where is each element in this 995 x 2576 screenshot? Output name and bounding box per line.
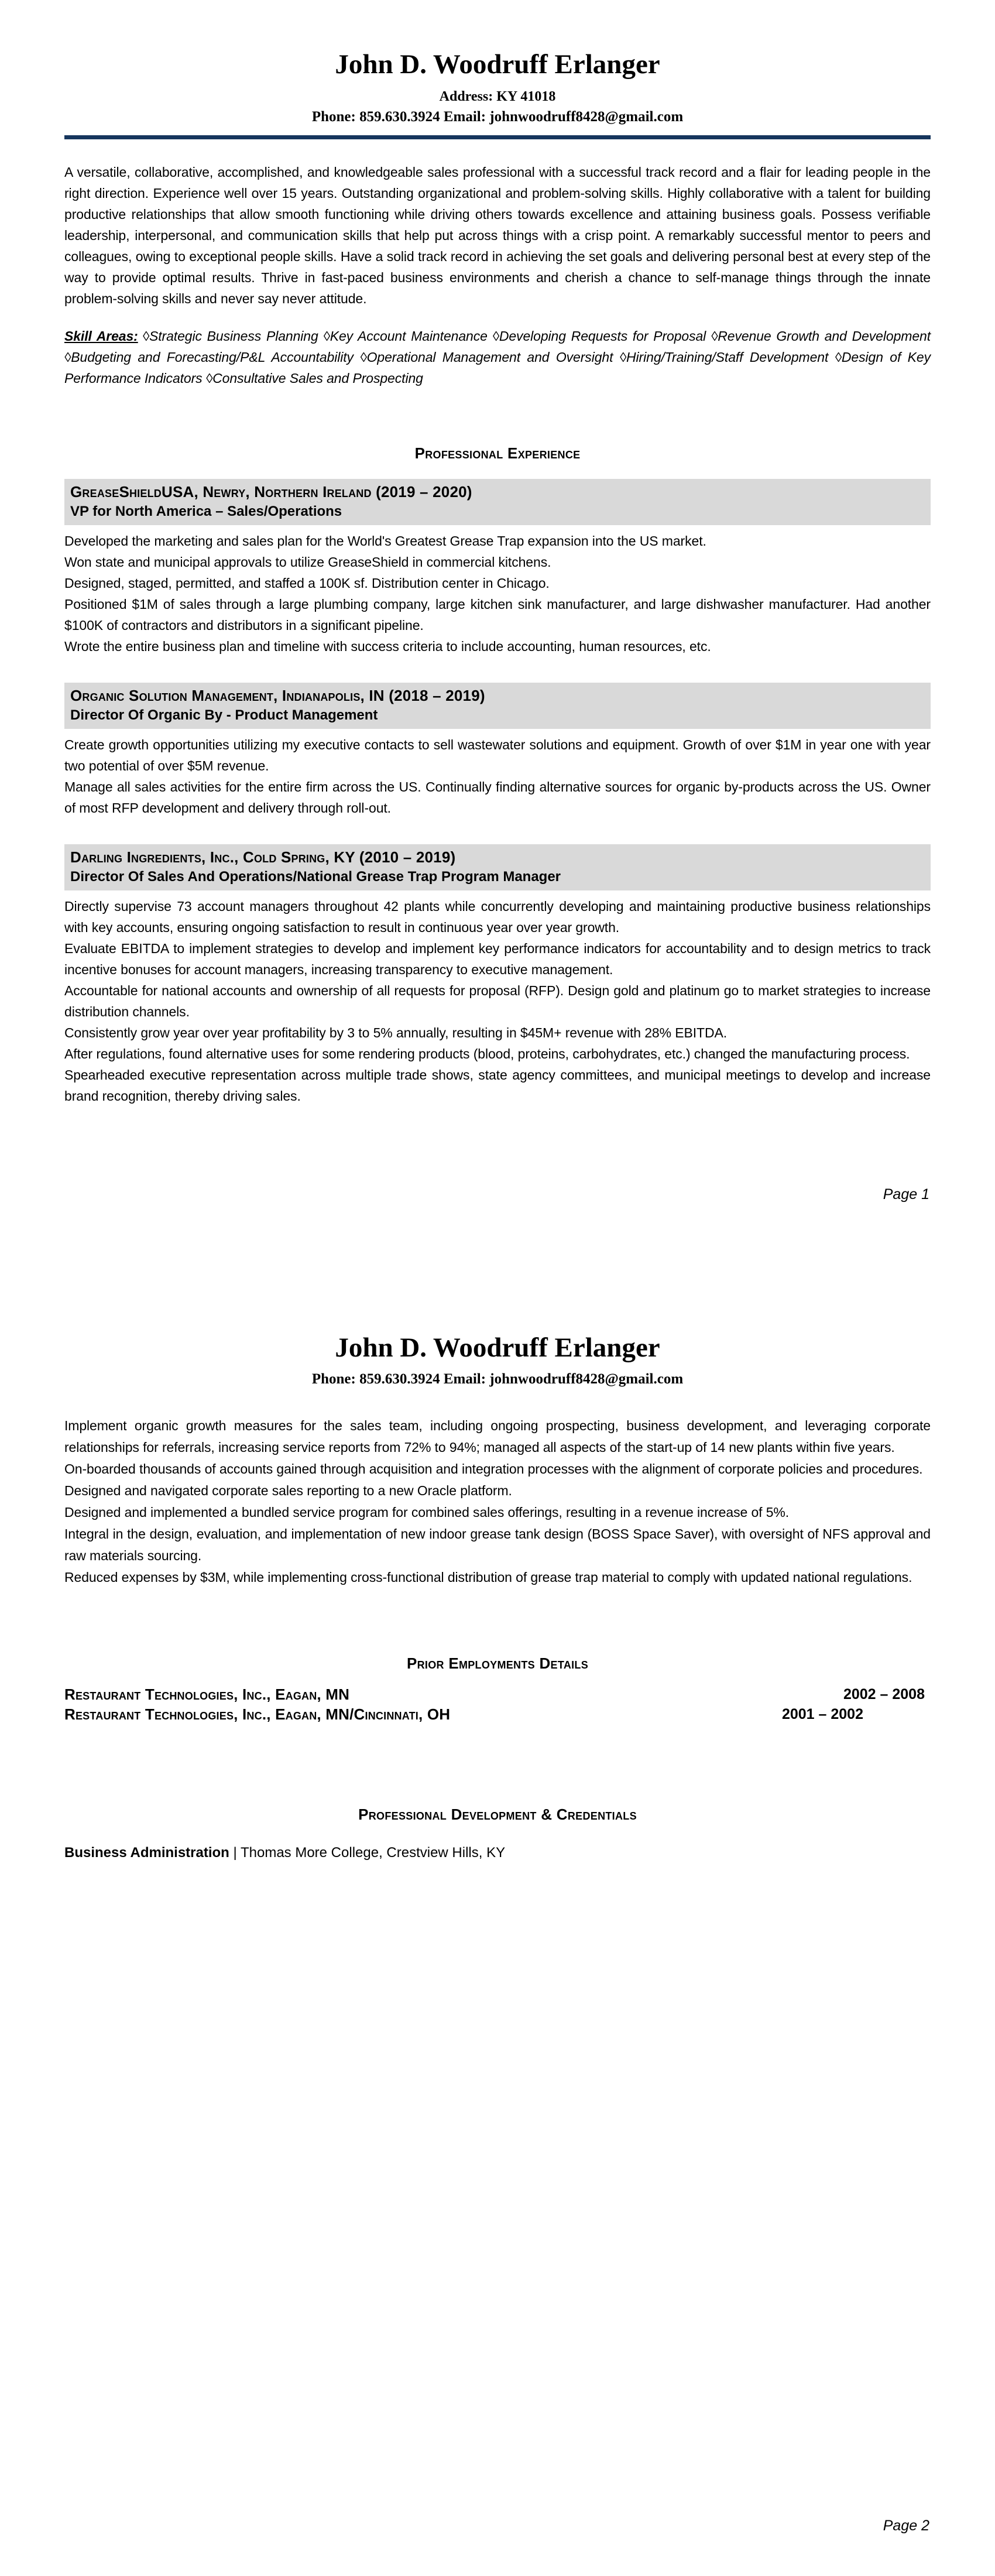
phone-email-line: Phone: 859.630.3924 Email: johnwoodruff8428@gmail.com [311,109,684,125]
job-bullet: Designed and navigated corporate sales reporting to a new Oracle platform. [64,1483,512,1498]
education-school: | Thomas More College, Crestview Hills, KY [233,1845,506,1861]
job-company-line: Darling Ingredients, Inc., Cold Spring, KY (2010 – 2019) [70,848,456,866]
prior-company: Restaurant Technologies, Inc., Eagan, MN [64,1686,350,1703]
candidate-name: John D. Woodruff Erlanger [335,1332,660,1363]
job-bullet: Spearheaded executive representation across multiple trade shows, state agency committees, and municipal meetings to develop and increase brand recognition, thereby driving sales. [64,1067,931,1104]
job-entry-greaseshield [64,479,931,657]
job-bullet: Directly supervise 73 account managers throughout 42 plants while concurrently developing and maintaining productive business relationships with key accounts, ensuring ongoing satisfaction to result in continuous year over year growth. [64,899,931,935]
job-title-line: Director Of Sales And Operations/National Grease Trap Program Manager [70,869,561,885]
prior-company: Restaurant Technologies, Inc., Eagan, MN/Cincinnati, OH [64,1705,451,1723]
candidate-name: John D. Woodruff Erlanger [335,49,660,80]
page-2-content [64,1288,931,1862]
job-company-line: Organic Solution Management, Indianapolis, IN (2018 – 2019) [70,687,485,704]
skill-areas-label: Skill Areas: [64,328,138,344]
page-number-footer: Page 2 [883,2517,929,2534]
section-heading-prior-employments: Prior Employments Details [406,1654,589,1672]
education-degree: Business Administration [64,1845,229,1861]
job-bullet: Reduced expenses by $3M, while implementing cross-functional distribution of grease trap material to comply with updated national regulations. [64,1570,912,1585]
job-bullet: Developed the marketing and sales plan for the World's Greatest Grease Trap expansion into the US market. [64,533,706,549]
job-bullet: Evaluate EBITDA to implement strategies to develop and implement key performance indicators for accountability and to design metrics to track incentive bonuses for account managers, increasing transparency to executive management. [64,941,931,977]
job-bullet: Accountable for national accounts and ownership of all requests for proposal (RFP). Design gold and platinum go to market strategies to increase distribution channels. [64,983,931,1019]
job-entry-organic-solution [64,683,931,818]
job-bullet: Consistently grow year over year profitability by 3 to 5% annually, resulting in $45M+ revenue with 28% EBITDA. [64,1025,728,1040]
header-divider-rule [64,135,931,139]
job-title-line: Director Of Organic By - Product Management [70,707,378,723]
job-header [64,479,931,525]
prior-employment-row [64,1704,931,1724]
job-bullet: Designed and implemented a bundled service program for combined sales offerings, resulting in a revenue increase of 5%. [64,1505,790,1520]
job-entry-darling-ingredients [64,844,931,1107]
job-bullet: Wrote the entire business plan and timeline with success criteria to include accounting, human resources, etc. [64,639,711,654]
job-bullet: Designed, staged, permitted, and staffed a 100K sf. Distribution center in Chicago. [64,576,550,591]
job-bullet: Positioned $1M of sales through a large plumbing company, large kitchen sink manufacturer, and large dishwasher manufacturer. Had another $100K of contractors and distributors in a significant pipeline. [64,597,931,633]
skill-areas-paragraph [64,326,931,389]
section-heading-professional-experience: Professional Experience [414,444,581,462]
summary-paragraph: A versatile, collaborative, accomplished, and knowledgeable sales professional with a successful track record and a flair for leading people in the right direction. Experience well over 15 years. Outstanding organizational and problem-solving skills. Highly collaborative with a talent for building productive relationships that allow smooth functioning while driving others towards excellence and attaining business goals. Possess verifiable leadership, interpersonal, and communication skills that help put across things with a crisp point. A remarkably successful mentor to peers and colleagues, owing to exceptional people skills. Have a solid track record in achieving the set goals and delivering personal best at every step of the way to provide optimal results. Thrive in fast-paced business environments and cherish a chance to self-manage things through the innate problem-solving skills and never say never attitude. [64,165,931,306]
job-bullet: Integral in the design, evaluation, and implementation of new indoor grease tank design (BOSS Space Saver), with oversight of NFS approval and raw materials sourcing. [64,1526,931,1563]
job-bullet: After regulations, found alternative uses for some rendering products (blood, proteins, carbohydrates, etc.) changed the manufacturing process. [64,1046,910,1061]
prior-employments-list [64,1684,931,1724]
prior-dates: 2001 – 2002 [781,1706,863,1722]
job-header [64,683,931,729]
section-heading-professional-development: Professional Development & Credentials [358,1806,637,1823]
prior-dates: 2002 – 2008 [843,1686,925,1703]
phone-email-line: Phone: 859.630.3924 Email: johnwoodruff8428@gmail.com [311,1371,684,1387]
education-row [64,1844,931,1862]
job-bullet: Create growth opportunities utilizing my executive contacts to sell wastewater solutions and equipment. Growth of over $1M in year one with year two potential of over $5M revenue. [64,737,931,773]
job-bullet: Won state and municipal approvals to utilize GreaseShield in commercial kitchens. [64,554,551,570]
prior-employment-row [64,1684,931,1704]
job-company-line: GreaseShieldUSA, Newry, Northern Ireland (2019 – 2020) [70,483,472,501]
continued-experience-bullets [64,1415,931,1588]
page-number-footer: Page 1 [883,1186,929,1203]
page-1-content [64,0,931,1107]
job-bullet: Manage all sales activities for the entire firm across the US. Continually finding alternative sources for organic by-products across the US. Owner of most RFP development and delivery through roll-out. [64,779,931,816]
job-bullet: Implement organic growth measures for the sales team, including ongoing prospecting, business development, and leveraging corporate relationships for referrals, increasing service reports from 72% to 94%; managed all aspects of the start-up of 14 new plants within five years. [64,1418,931,1455]
address-line: Address: KY 41018 [439,89,556,104]
job-title-line: VP for North America – Sales/Operations [70,503,342,519]
job-bullet: On-boarded thousands of accounts gained through acquisition and integration processes with the alignment of corporate policies and procedures. [64,1461,923,1477]
resume-page-2 [0,1288,995,2576]
job-header [64,844,931,890]
skill-areas-list: ◊Strategic Business Planning ◊Key Account Maintenance ◊Developing Requests for Proposal ◊Revenue Growth and Development ◊Budgeting and Forecasting/P&L Accountability ◊Operational Management and Oversight ◊Hiring/Training/Staff Development ◊Design of Key Performance Indicators ◊Consultative Sales and Prospecting [64,328,931,386]
